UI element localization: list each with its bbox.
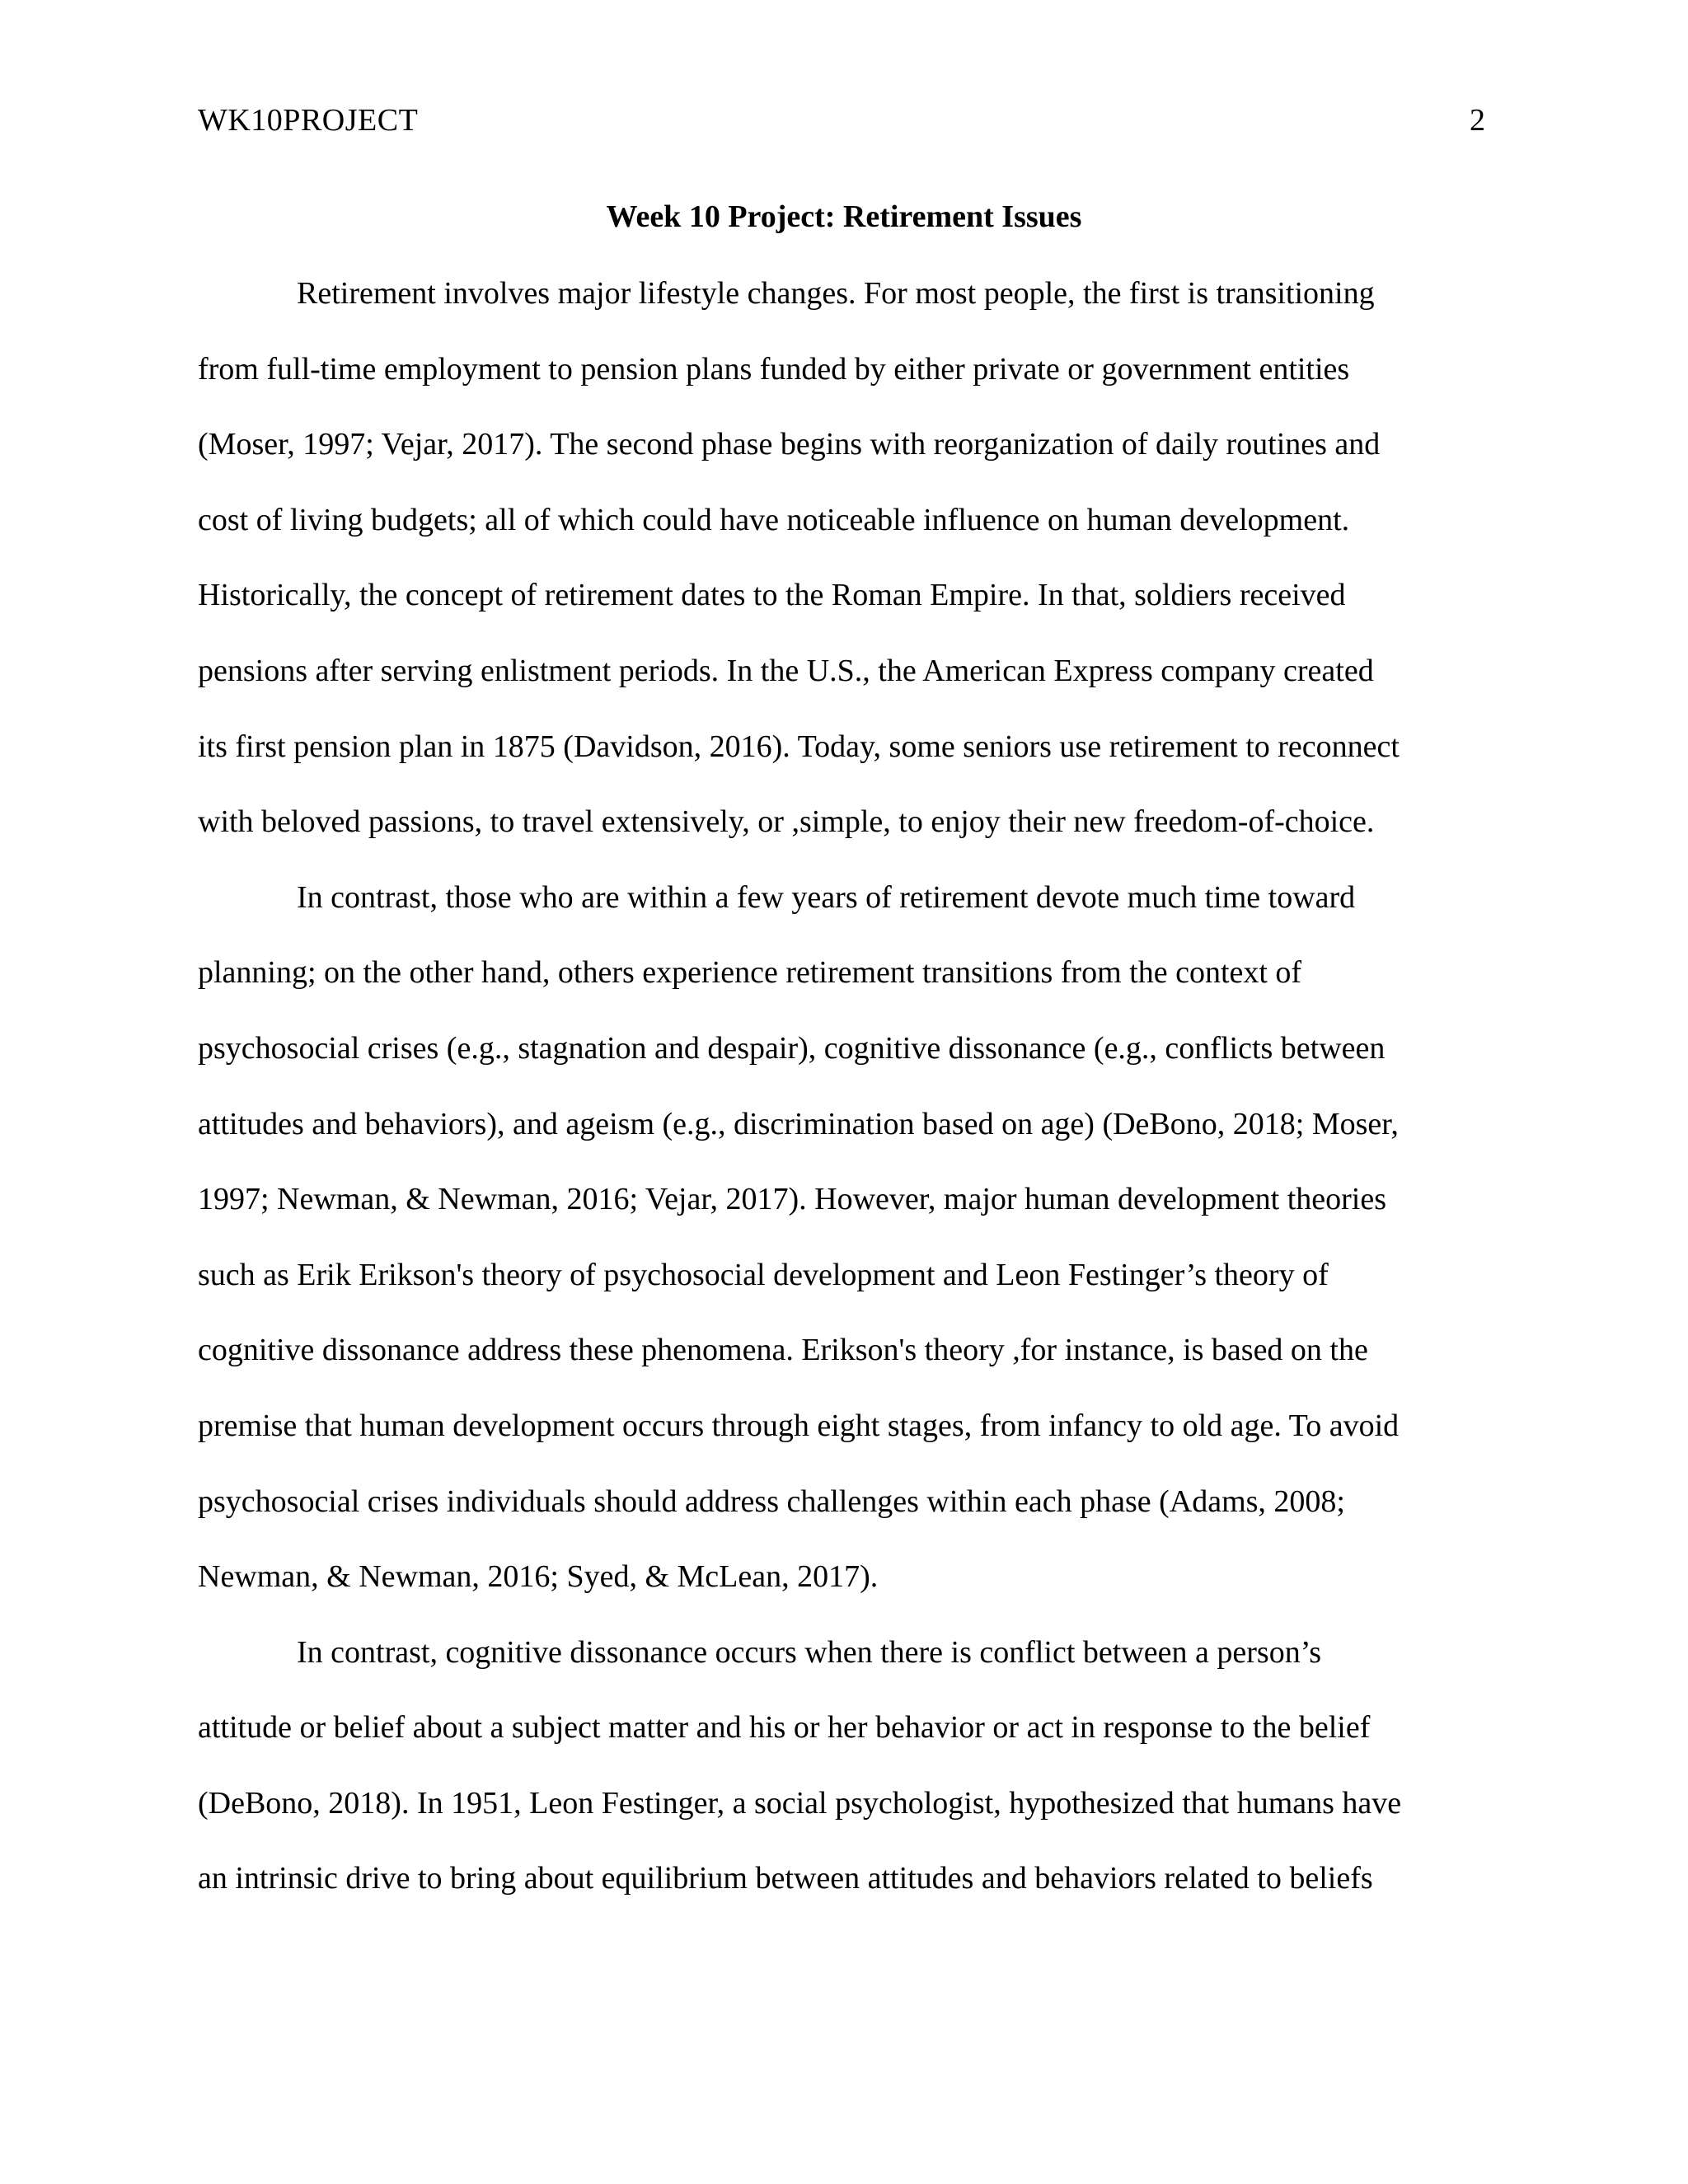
text-line: an intrinsic drive to bring about equilibrium between attitudes and behaviors related to beliefs [198, 1861, 1373, 1896]
text-line: psychosocial crises individuals should address challenges within each phase (Adams, 2008; [198, 1483, 1345, 1519]
text-line: psychosocial crises (e.g., stagnation and despair), cognitive dissonance (e.g., conflicts between [198, 1030, 1386, 1066]
text-line: cost of living budgets; all of which could have noticeable influence on human development. [198, 502, 1350, 537]
text-line: In contrast, cognitive dissonance occurs when there is conflict between a person’s [297, 1634, 1322, 1670]
body-text [198, 270, 1500, 1931]
text-line: such as Erik Erikson's theory of psychosocial development and Leon Festinger’s theory of [198, 1257, 1329, 1292]
text-line: planning; on the other hand, others experience retirement transitions from the context of [198, 955, 1302, 991]
document-title: Week 10 Project: Retirement Issues [606, 199, 1082, 234]
running-head: WK10PROJECT [198, 103, 419, 138]
text-line: pensions after serving enlistment periods. In the U.S., the American Express company created [198, 653, 1374, 688]
page-number: 2 [1470, 103, 1485, 138]
text-line: from full-time employment to pension plans funded by either private or government entities [198, 351, 1350, 387]
text-line: (Moser, 1997; Vejar, 2017). The second phase begins with reorganization of daily routines and [198, 427, 1381, 462]
text-line: premise that human development occurs through eight stages, from infancy to old age. To avoid [198, 1408, 1400, 1443]
text-line: Historically, the concept of retirement dates to the Roman Empire. In that, soldiers received [198, 578, 1346, 613]
text-line: 1997; Newman, & Newman, 2016; Vejar, 2017). However, major human development theories [198, 1182, 1387, 1217]
text-line: attitudes and behaviors), and ageism (e.g., discrimination based on age) (DeBono, 2018; Moser, [198, 1106, 1399, 1141]
text-line: Retirement involves major lifestyle changes. For most people, the first is transitioning [297, 276, 1375, 311]
text-line: Newman, & Newman, 2016; Syed, & McLean, 2017). [198, 1559, 879, 1595]
text-line: its first pension plan in 1875 (Davidson, 2016). Today, some seniors use retirement to reconnect [198, 729, 1400, 764]
text-line: attitude or belief about a subject matter and his or her behavior or act in response to the belief [198, 1710, 1371, 1746]
text-line: (DeBono, 2018). In 1951, Leon Festinger, a social psychologist, hypothesized that humans have [198, 1785, 1402, 1821]
text-line: In contrast, those who are within a few years of retirement devote much time toward [297, 879, 1356, 915]
text-line: with beloved passions, to travel extensively, or ,simple, to enjoy their new freedom-of-choice. [198, 804, 1375, 840]
text-line: cognitive dissonance address these phenomena. Erikson's theory ,for instance, is based on the [198, 1333, 1368, 1368]
